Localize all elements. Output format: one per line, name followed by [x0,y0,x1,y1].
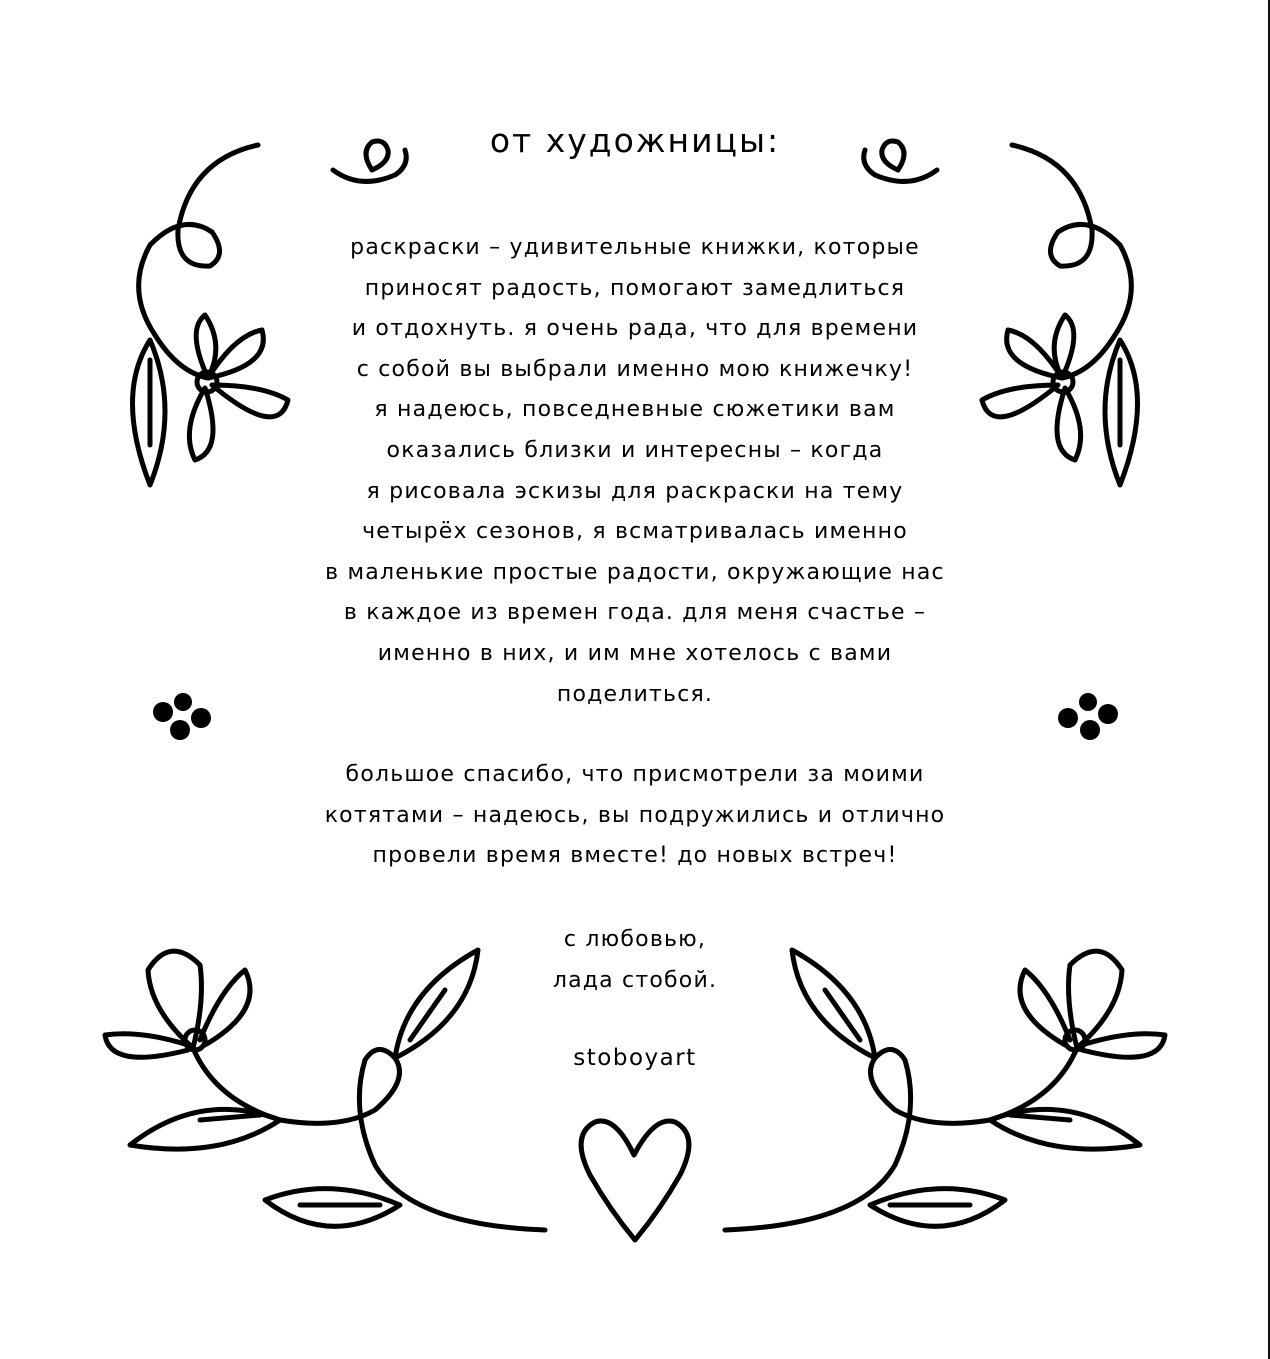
text-line: я надеюсь, повседневные сюжетики вам [374,397,896,423]
text-line: оказались близки и интересны – когда [386,437,884,463]
text-line: большое спасибо, что присмотрели за моими [345,762,925,787]
floral-branch-icon [105,950,545,1230]
signature-line: с любовью, [563,927,707,952]
floral-vine-icon [982,145,1138,485]
text-line: в каждое из времен года. для меня счастье – [343,600,927,626]
text-line: приносят радость, помогают замедлиться [364,275,906,301]
text-line: раскраски – удивительные книжки, которые [350,235,920,260]
text-line: и отдохнуть. я очень рада, что для времени [351,316,919,342]
text-line: именно в них, и им мне хотелось с вами [377,640,893,666]
text-line: я рисовала эскизы для раскраски на тему [366,478,904,504]
floral-vine-icon [133,145,289,485]
text-line: с собой вы выбрали именно мою книжечку! [356,356,914,382]
text-line: провели время вместе! до новых встреч! [372,843,898,869]
swirl-icon [333,141,406,181]
floral-branch-icon [725,950,1165,1230]
text-line: поделиться. [556,681,714,707]
heart-icon [581,1121,689,1240]
page-title: от художницы: [489,121,781,160]
text-line: котятами – надеюсь, вы подружились и отлично [324,802,946,828]
text-line: в маленькие простые радости, окружающие нас [325,559,945,585]
swirl-icon [864,141,937,181]
text-line: четырёх сезонов, я всматривалась именно [362,519,908,545]
artist-handle: stoboyart [573,1045,697,1071]
signature-line: лада стобой. [552,967,718,993]
dot-cluster-icon [1058,693,1118,740]
dot-cluster-icon [153,693,211,740]
